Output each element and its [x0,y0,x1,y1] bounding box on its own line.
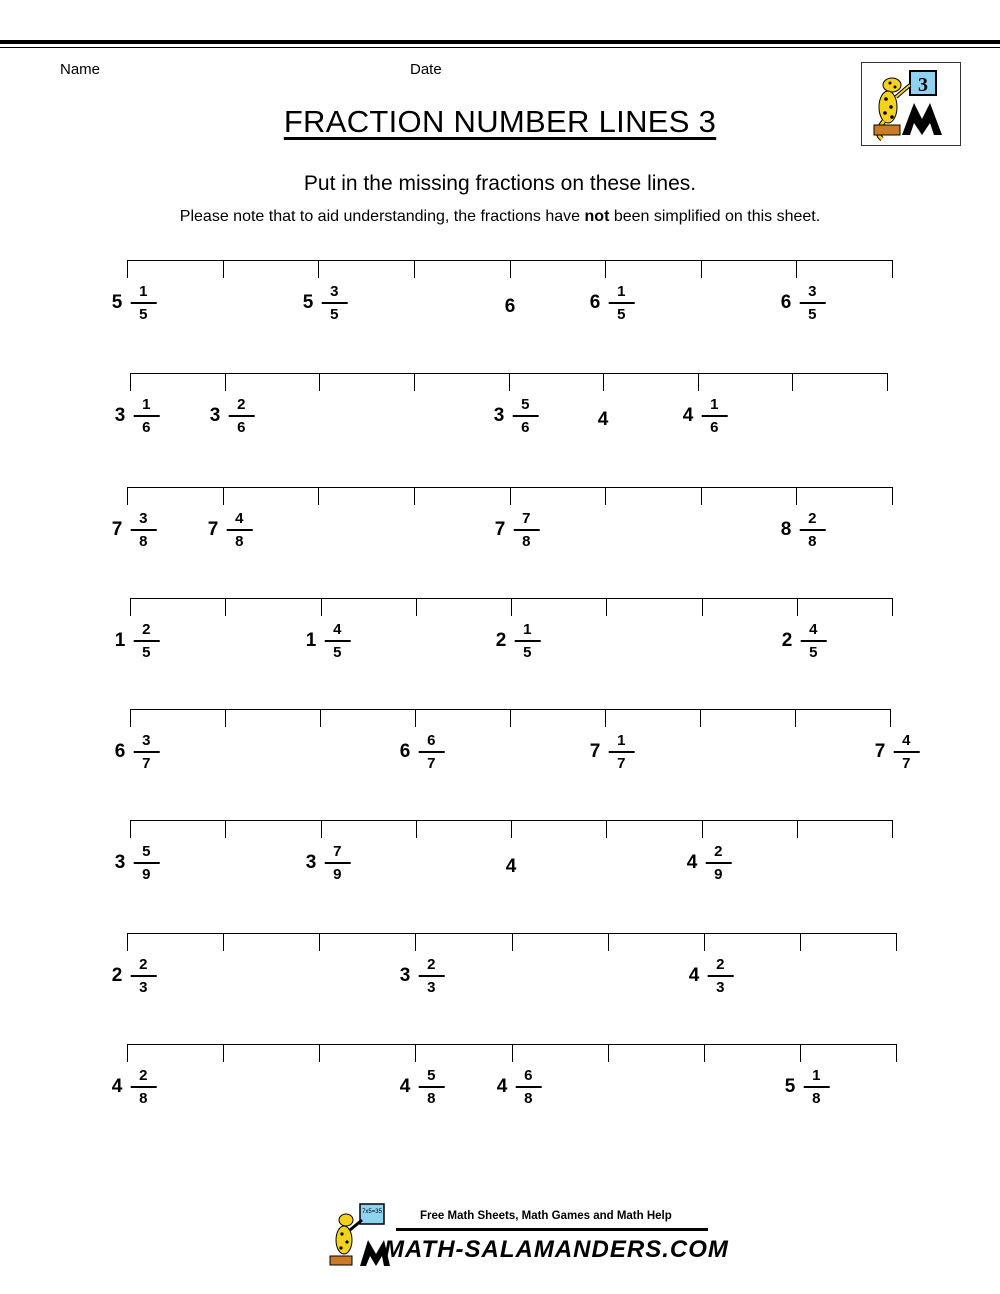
whole-part: 5 [111,292,123,313]
tick-mark [318,487,319,505]
fraction [321,282,347,324]
tick-mark [416,598,417,616]
fraction [608,731,634,773]
tick-mark [892,598,893,616]
whole-part: 6 [504,296,516,317]
numerator: 3 [808,283,817,300]
tick-mark [704,1044,705,1062]
whole-part: 7 [874,741,886,762]
fraction [226,509,252,551]
whole-part: 3 [114,852,126,873]
tick-mark [130,709,131,727]
fraction [800,620,826,662]
fraction [512,395,538,437]
denominator: 6 [142,419,151,436]
tick-mark [127,260,128,278]
fraction-bar [418,975,444,977]
fraction-bar [228,415,254,417]
tick-mark [606,598,607,616]
fraction-bar [133,415,159,417]
whole-number-label [506,856,517,878]
tick-mark [225,373,226,391]
tick-mark [414,373,415,391]
whole-number-label [505,296,516,318]
numerator: 3 [142,732,151,749]
page-title: FRACTION NUMBER LINES 3 [283,104,717,139]
fraction [130,509,156,551]
whole-part: 6 [780,292,792,313]
fraction-bar [324,640,350,642]
mixed-number-label [115,731,160,773]
mixed-number-label [112,509,157,551]
tick-mark [414,260,415,278]
number-line-8 [0,1044,1000,1144]
tick-mark [887,373,888,391]
numerator: 5 [142,843,151,860]
numerator: 2 [714,843,723,860]
numerator: 5 [427,1067,436,1084]
mixed-number-label [115,842,160,884]
tick-mark [416,820,417,838]
whole-part: 7 [207,519,219,540]
tick-mark [223,487,224,505]
fraction [324,842,350,884]
footer-tagline: Free Math Sheets, Math Games and Math Help [420,1210,672,1222]
denominator: 8 [524,1090,533,1107]
fraction-bar [130,302,156,304]
number-line-7 [0,933,1000,1033]
denominator: 9 [714,866,723,883]
tick-mark [510,487,511,505]
fraction-bar [226,529,252,531]
tick-mark [321,598,322,616]
numerator: 4 [333,621,342,638]
top-rule [0,40,1000,44]
fraction [133,395,159,437]
denominator: 8 [812,1090,821,1107]
tick-mark [892,487,893,505]
numerator: 4 [235,510,244,527]
fraction-bar [515,1086,541,1088]
whole-part: 3 [305,852,317,873]
whole-part: 4 [597,409,609,430]
numerator: 1 [523,621,532,638]
mixed-number-label [210,395,255,437]
mixed-number-label [306,842,351,884]
tick-mark [130,820,131,838]
whole-part: 8 [780,519,792,540]
tick-mark [225,709,226,727]
denominator: 8 [808,533,817,550]
tick-mark [127,933,128,951]
denominator: 3 [427,979,436,996]
denominator: 3 [139,979,148,996]
fraction-bar [418,751,444,753]
tick-mark [890,709,891,727]
mixed-number-label [781,282,826,324]
numerator: 7 [522,510,531,527]
top-rule-thin [0,47,1000,48]
whole-part: 6 [399,741,411,762]
numerator: 6 [524,1067,533,1084]
mixed-number-label [689,955,734,997]
tick-mark [127,1044,128,1062]
mixed-number-label [781,509,826,551]
mixed-number-label [590,282,635,324]
denominator: 9 [142,866,151,883]
tick-mark [510,260,511,278]
denominator: 3 [716,979,725,996]
fraction-bar [608,751,634,753]
whole-part: 4 [111,1076,123,1097]
fraction [513,509,539,551]
tick-mark [603,373,604,391]
fraction-bar [608,302,634,304]
mixed-number-label [496,620,541,662]
fraction-bar [800,640,826,642]
whole-part: 6 [114,741,126,762]
date-label: Date [410,61,442,78]
fraction [418,1066,444,1108]
denominator: 5 [808,306,817,323]
numerator: 1 [710,396,719,413]
mixed-number-label [495,509,540,551]
fraction-bar [133,751,159,753]
numerator: 1 [812,1067,821,1084]
numerator: 2 [237,396,246,413]
tick-mark [800,933,801,951]
fraction-bar [324,862,350,864]
whole-part: 1 [114,630,126,651]
tick-mark [319,933,320,951]
fraction [514,620,540,662]
tick-mark [892,820,893,838]
mixed-number-label [208,509,253,551]
numerator: 3 [139,510,148,527]
tick-mark [608,933,609,951]
tick-mark [130,598,131,616]
fraction [799,509,825,551]
tick-mark [797,598,798,616]
whole-part: 3 [209,405,221,426]
mixed-number-label [785,1066,830,1108]
tick-mark [130,373,131,391]
numerator: 1 [617,283,626,300]
mixed-number-label [303,282,348,324]
fraction [705,842,731,884]
tick-mark [701,487,702,505]
number-line-6 [0,820,1000,920]
note-text: Please note that to aid understanding, the fractions have not been simplified on this sheet. [179,208,821,225]
denominator: 5 [139,306,148,323]
mixed-number-label [494,395,539,437]
numerator: 2 [139,956,148,973]
tick-mark [605,709,606,727]
numerator: 3 [330,283,339,300]
mixed-number-label [590,731,635,773]
instruction-text: Put in the missing fractions on these lines. [303,172,697,195]
mixed-number-label [115,620,160,662]
tick-mark [225,820,226,838]
tick-mark [512,933,513,951]
whole-part: 3 [114,405,126,426]
mixed-number-label [400,1066,445,1108]
numerator: 2 [716,956,725,973]
numerator: 2 [139,1067,148,1084]
denominator: 6 [237,419,246,436]
tick-mark [702,820,703,838]
whole-part: 7 [111,519,123,540]
fraction-bar [707,975,733,977]
whole-number-label [598,409,609,431]
tick-mark [415,709,416,727]
fraction-bar [803,1086,829,1088]
fraction-bar [514,640,540,642]
numerator: 7 [333,843,342,860]
tick-mark [225,598,226,616]
whole-part: 6 [589,292,601,313]
whole-part: 1 [305,630,317,651]
tick-mark [223,1044,224,1062]
denominator: 5 [523,644,532,661]
fraction [130,282,156,324]
whole-part: 4 [399,1076,411,1097]
mixed-number-label [683,395,728,437]
numerator: 1 [139,283,148,300]
mixed-number-label [782,620,827,662]
numerator: 1 [617,732,626,749]
denominator: 7 [902,755,911,772]
whole-part: 4 [686,852,698,873]
numerator: 2 [808,510,817,527]
tick-mark [797,820,798,838]
tick-mark [605,487,606,505]
numerator: 4 [902,732,911,749]
whole-part: 2 [111,965,123,986]
name-label: Name [60,61,101,78]
whole-part: 7 [494,519,506,540]
footer-site-name: MATH-SALAMANDERS.COM [384,1236,729,1263]
fraction-bar [799,529,825,531]
fraction-bar [130,1086,156,1088]
tick-mark [796,260,797,278]
tick-mark [896,1044,897,1062]
tick-mark [318,260,319,278]
whole-part: 2 [495,630,507,651]
denominator: 8 [235,533,244,550]
tick-mark [795,709,796,727]
whole-part: 7 [589,741,601,762]
denominator: 5 [330,306,339,323]
fraction-bar [130,529,156,531]
tick-mark [512,1044,513,1062]
tick-mark [701,260,702,278]
mixed-number-label [875,731,920,773]
fraction [418,955,444,997]
fraction-bar [799,302,825,304]
tick-mark [608,1044,609,1062]
numerator: 1 [142,396,151,413]
fraction [701,395,727,437]
fraction [130,955,156,997]
mixed-number-label [112,1066,157,1108]
footer-salamander-icon [326,1202,390,1268]
footer-badge-text: 7x5=35 [362,1209,382,1215]
fraction-bar [418,1086,444,1088]
fraction-bar [133,862,159,864]
number-line-4 [0,598,1000,698]
tick-mark [319,1044,320,1062]
tick-mark [605,260,606,278]
whole-part: 4 [682,405,694,426]
tick-mark [321,820,322,838]
fraction-bar [701,415,727,417]
denominator: 6 [521,419,530,436]
number-line-2 [0,373,1000,473]
denominator: 8 [139,1090,148,1107]
tick-mark [700,709,701,727]
denominator: 8 [139,533,148,550]
fraction [418,731,444,773]
denominator: 5 [617,306,626,323]
fraction [133,842,159,884]
tick-mark [800,1044,801,1062]
footer-rule [396,1228,708,1231]
fraction-bar [513,529,539,531]
tick-mark [319,373,320,391]
whole-part: 5 [784,1076,796,1097]
fraction [133,620,159,662]
mixed-number-label [112,282,157,324]
numerator: 2 [427,956,436,973]
tick-mark [796,487,797,505]
fraction [803,1066,829,1108]
number-line-1 [0,260,1000,360]
number-line-5 [0,709,1000,809]
mixed-number-label [687,842,732,884]
fraction [133,731,159,773]
tick-mark [698,373,699,391]
number-line-3 [0,487,1000,587]
tick-mark [320,709,321,727]
numerator: 4 [809,621,818,638]
denominator: 5 [142,644,151,661]
tick-mark [511,820,512,838]
fraction-bar [133,640,159,642]
tick-mark [702,598,703,616]
tick-mark [792,373,793,391]
whole-part: 4 [688,965,700,986]
mixed-number-label [306,620,351,662]
mixed-number-label [112,955,157,997]
tick-mark [511,598,512,616]
fraction-bar [705,862,731,864]
fraction-bar [512,415,538,417]
denominator: 7 [617,755,626,772]
tick-mark [223,933,224,951]
note-emphasis: not [584,208,610,225]
fraction [130,1066,156,1108]
mixed-number-label [497,1066,542,1108]
tick-mark [223,260,224,278]
fraction [707,955,733,997]
tick-mark [892,260,893,278]
tick-mark [127,487,128,505]
denominator: 6 [710,419,719,436]
whole-part: 2 [781,630,793,651]
denominator: 5 [809,644,818,661]
tick-mark [415,933,416,951]
whole-part: 5 [302,292,314,313]
denominator: 8 [427,1090,436,1107]
fraction [799,282,825,324]
whole-part: 4 [496,1076,508,1097]
tick-mark [414,487,415,505]
fraction [515,1066,541,1108]
denominator: 9 [333,866,342,883]
whole-part: 4 [505,856,517,877]
fraction-bar [321,302,347,304]
fraction [324,620,350,662]
grade-number: 3 [918,74,928,96]
numerator: 5 [521,396,530,413]
denominator: 8 [522,533,531,550]
mixed-number-label [400,955,445,997]
mixed-number-label [400,731,445,773]
whole-part: 3 [493,405,505,426]
tick-mark [896,933,897,951]
fraction-bar [893,751,919,753]
denominator: 7 [427,755,436,772]
tick-mark [509,373,510,391]
fraction-bar [130,975,156,977]
tick-mark [704,933,705,951]
tick-mark [606,820,607,838]
numerator: 6 [427,732,436,749]
tick-mark [415,1044,416,1062]
mixed-number-label [115,395,160,437]
denominator: 7 [142,755,151,772]
fraction [228,395,254,437]
fraction [608,282,634,324]
whole-part: 3 [399,965,411,986]
tick-mark [510,709,511,727]
numerator: 2 [142,621,151,638]
fraction [893,731,919,773]
denominator: 5 [333,644,342,661]
